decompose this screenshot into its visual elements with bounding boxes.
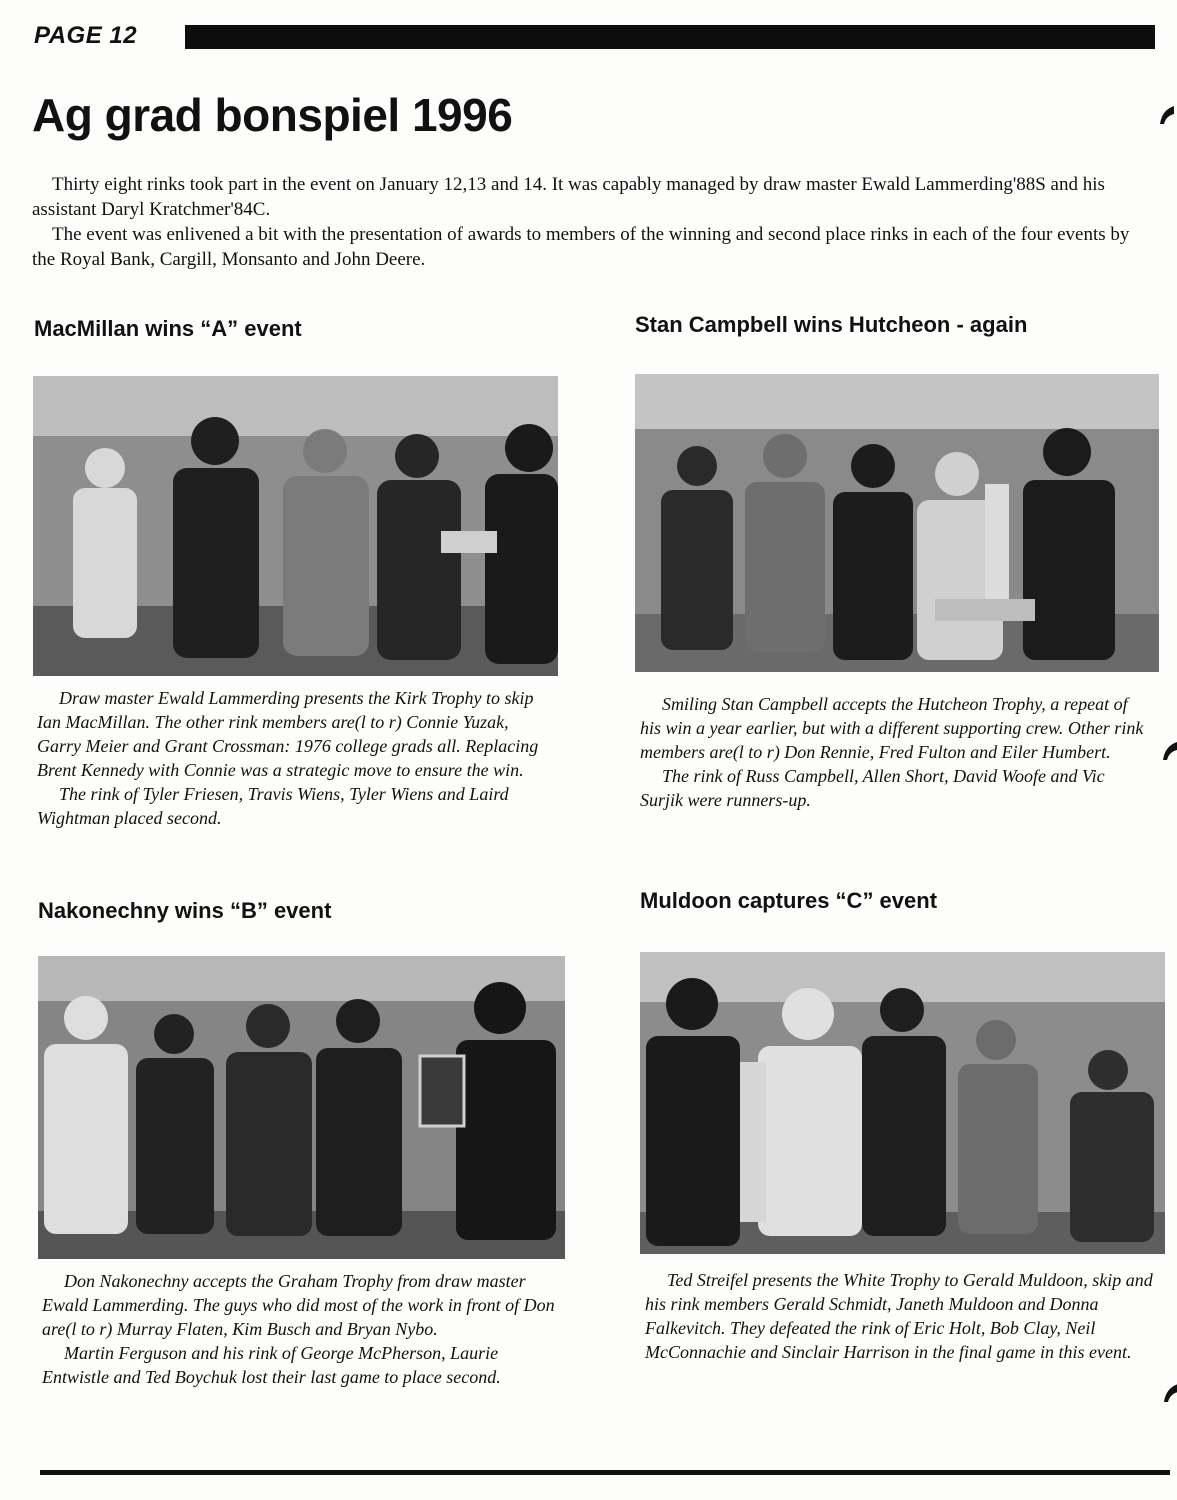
photo-caption-a-event — [37, 686, 557, 830]
caption-paragraph: The rink of Russ Campbell, Allen Short, David Woofe and Vic Surjik were runners-up. — [640, 766, 1105, 810]
page-number-label: PAGE 12 — [34, 22, 138, 49]
caption-paragraph: Ted Streifel presents the White Trophy to Gerald Muldoon, skip and his rink members Gerald Schmidt, Janeth Muldoon and Donna Falkevitch. They defeated the rink of Eric Holt, Bob Clay, Neil McConnachie and Sinclair Harrison in the final game in this event. — [645, 1270, 1153, 1362]
section-heading-a-event: MacMillan wins “A” event — [34, 316, 302, 341]
caption-paragraph: Draw master Ewald Lammerding presents the Kirk Trophy to skip Ian MacMillan. The other rink members are(l to r) Connie Yuzak, Garry Meier and Grant Crossman: 1976 college grads all. Replacing Brent Kennedy with Connie was a strategic move to ensure the win. — [37, 688, 539, 780]
section-heading-b-event: Nakonechny wins “B” event — [38, 898, 332, 923]
photo-caption-b-event — [42, 1269, 562, 1389]
scan-mark-icon — [1161, 740, 1177, 762]
caption-paragraph: The rink of Tyler Friesen, Travis Wiens, Tyler Wiens and Laird Wightman placed second. — [37, 784, 509, 828]
photo-a-event-winners — [33, 376, 558, 676]
photo-b-event-winners — [38, 956, 565, 1259]
scan-mark-icon — [1162, 1382, 1177, 1404]
section-heading-hutcheon: Stan Campbell wins Hutcheon - again — [635, 312, 1028, 337]
scan-mark-icon — [1158, 104, 1174, 126]
photo-c-event-winners — [640, 952, 1165, 1254]
intro-paragraph: Thirty eight rinks took part in the event on January 12,13 and 14. It was capably managed by draw master Ewald Lammerding'88S and his assistant Daryl Kratchmer'84C. — [32, 174, 1105, 220]
intro-paragraph: The event was enlivened a bit with the presentation of awards to members of the winning and second place rinks in each of the four events by the Royal Bank, Cargill, Monsanto and John Deere. — [32, 224, 1130, 270]
photo-hutcheon-winners — [635, 374, 1159, 672]
section-heading-c-event: Muldoon captures “C” event — [640, 888, 938, 913]
article-title: Ag grad bonspiel 1996 — [32, 89, 513, 141]
header-bar — [185, 25, 1155, 49]
footer-rule — [40, 1470, 1170, 1475]
photo-caption-hutcheon — [640, 692, 1150, 812]
caption-paragraph: Martin Ferguson and his rink of George McPherson, Laurie Entwistle and Ted Boychuk lost their last game to place second. — [42, 1343, 501, 1387]
caption-paragraph: Don Nakonechny accepts the Graham Trophy from draw master Ewald Lammerding. The guys who did most of the work in front of Don are(l to r) Murray Flaten, Kim Busch and Bryan Nybo. — [42, 1271, 555, 1339]
caption-paragraph: Smiling Stan Campbell accepts the Hutcheon Trophy, a repeat of his win a year earlier, but with a different supporting crew. Other rink members are(l to r) Don Rennie, Fred Fulton and Eiler Humbert. — [640, 694, 1144, 762]
article-intro — [32, 172, 1142, 272]
photo-caption-c-event — [645, 1268, 1165, 1364]
